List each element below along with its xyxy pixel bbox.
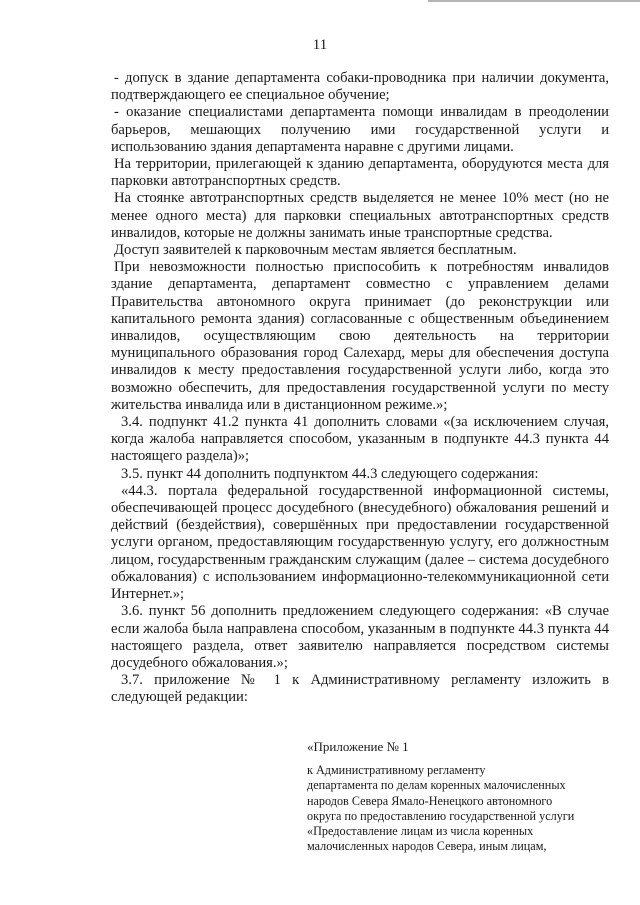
paragraph: На территории, прилегающей к зданию департамента, оборудуются места для парковки автотранспортных средств.	[111, 156, 609, 190]
appendix-line: малочисленных народов Севера, иным лицам,	[307, 839, 547, 854]
paragraph: 3.7. приложение № 1 к Административному регламенту изложить в следующей редакции:	[111, 672, 609, 706]
paragraph: Доступ заявителей к парковочным местам является бесплатным.	[114, 242, 517, 259]
body-text	[111, 70, 609, 707]
paragraph: 3.4. подпункт 41.2 пункта 41 дополнить словами «(за исключением случая, когда жалоба направляется способом, указанным в подпункте 44.3 пункта 44 настоящего раздела)»;	[111, 414, 609, 465]
page-edge-mark	[428, 0, 640, 8]
paragraph: «44.3. портала федеральной государственной информационной системы, обеспечивающей процесс досудебного (внесудебного) обжалования решений и действий (бездействия), совершённых при предоставлении государственной услуги органом, предоставляющим государственную услугу, его должностным лицом, государственным гражданским служащим (далее – система досудебного обжалования) с использованием информационно-телекоммуникационной сети Интернет.»;	[111, 482, 609, 603]
appendix-line: к Административному регламенту	[307, 763, 486, 778]
appendix-header	[307, 739, 627, 854]
paragraph: 3.6. пункт 56 дополнить предложением следующего содержания: «В случае если жалоба была направлена способом, указанным в подпункте 44.3 пункта 44 настоящего раздела, ответ заявителю направляется посредством системы досудебного обжалования.»;	[111, 603, 609, 671]
paragraph: - оказание специалистами департамента помощи инвалидам в преодолении барьеров, мешающих получению ими государственной услуги и использованию здания департамента наравне с другими лицами.	[111, 104, 609, 155]
appendix-line: департамента по делам коренных малочисленных	[307, 778, 566, 793]
paragraph: 3.5. пункт 44 дополнить подпунктом 44.3 следующего содержания:	[121, 465, 539, 482]
paragraph: При невозможности полностью приспособить к потребностям инвалидов здание департамента, департамент совместно с управлением делами Правительства автономного округа принимает (до реконструкции или капитального ремонта здания) согласованные с общественным объединением инвалидов, осуществляющим свою деятельность на территории муниципального образования город Салехард, меры для обеспечения доступа инвалидов к месту предоставления государственной услуги либо, когда это возможно обеспечить, для предоставления государственной услуги по месту жительства инвалида или в дистанционном режиме.»;	[111, 259, 609, 413]
appendix-line: народов Севера Ямало-Ненецкого автономного	[307, 793, 553, 808]
appendix-line: округа по предоставлению государственной услуги	[307, 808, 575, 823]
paragraph: На стоянке автотранспортных средств выделяется не менее 10% мест (но не менее одного места) для парковки специальных автотранспортных средств инвалидов, которые не должны занимать иные транспортные средства.	[111, 190, 609, 241]
paragraph: - допуск в здание департамента собаки-проводника при наличии документа, подтверждающего ее специальное обучение;	[111, 70, 609, 104]
page-number: 11	[312, 37, 328, 53]
appendix-line: «Предоставление лицам из числа коренных	[307, 824, 534, 839]
appendix-title: «Приложение № 1	[307, 739, 409, 754]
